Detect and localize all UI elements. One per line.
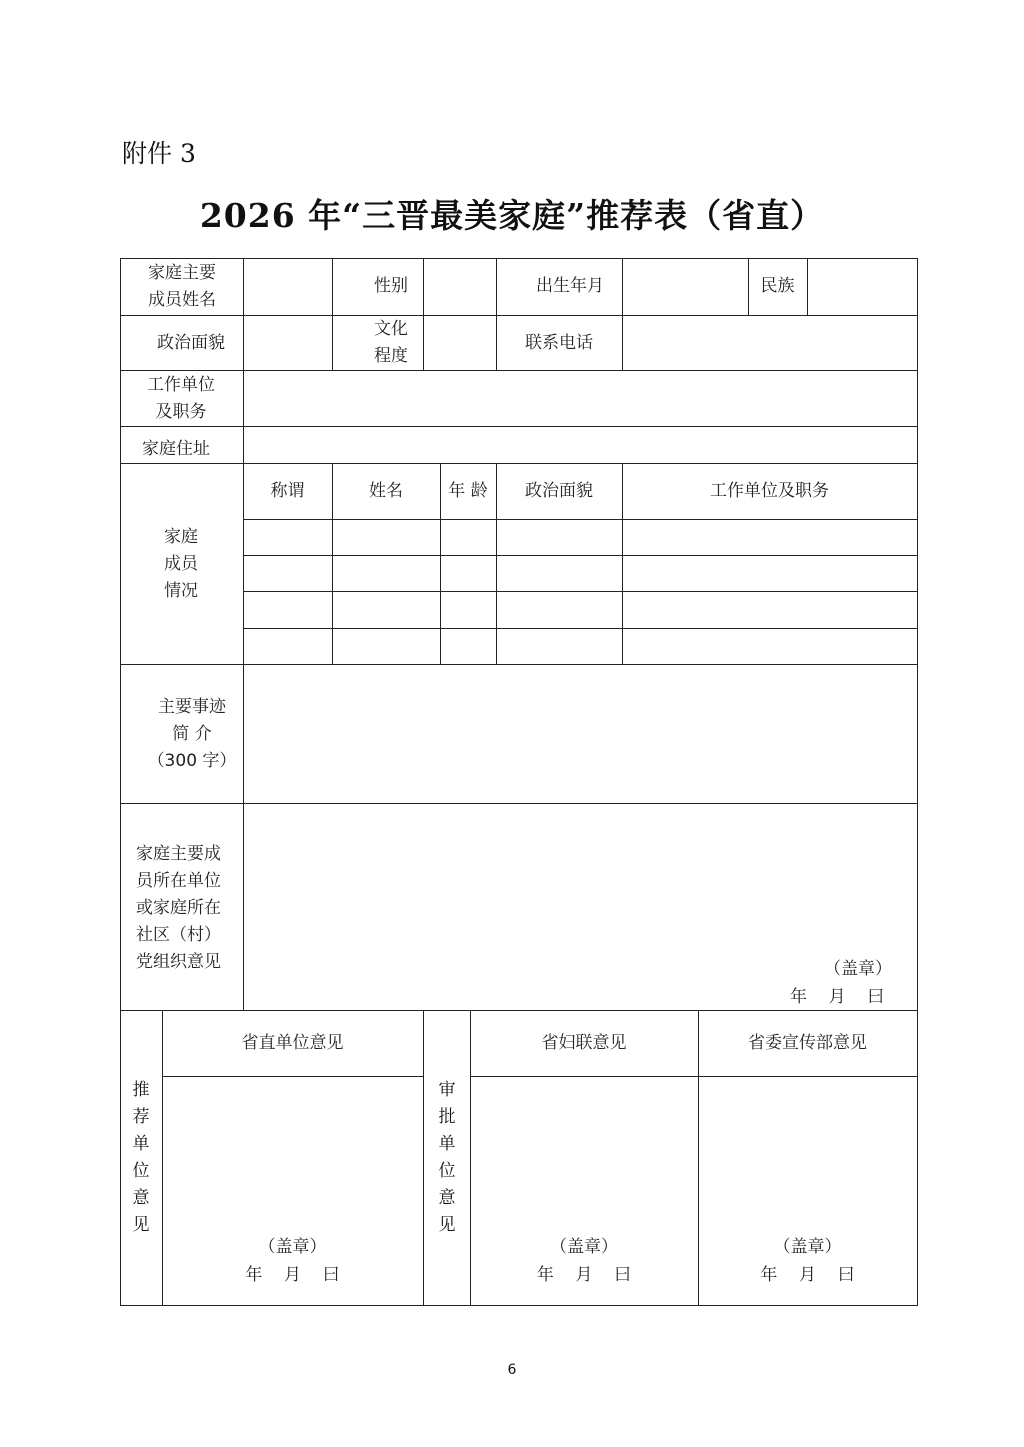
ethnicity-label: 民族 [760,276,795,296]
table-line [120,315,918,316]
table-line [120,426,918,427]
page-number: 6 [507,1362,517,1378]
propaganda-dept-opinion-header: 省委宣传部意见 [748,1033,867,1053]
table-line [807,258,808,315]
approval-unit-opinion-label: 审 批 单 位 意 见 [438,1080,456,1235]
header-relation: 称谓 [270,481,305,501]
table-line [120,370,918,371]
table-line [243,555,918,556]
table-line [243,628,918,629]
table-line [470,1076,918,1077]
table-line [120,1305,918,1306]
education-level-label: 文化 程度 [374,319,408,366]
header-political-status: 政治面貌 [525,481,593,501]
phone-label: 联系电话 [525,333,593,353]
table-line [243,258,244,1010]
provincial-unit-opinion-header: 省直单位意见 [241,1033,344,1053]
political-status-label: 政治面貌 [157,333,225,353]
family-main-member-name-label: 家庭主要 成员姓名 [148,263,216,310]
provincial-unit-date: 年 月 曰 [245,1265,340,1285]
table-line [917,258,918,1306]
recommend-unit-opinion-label: 推 荐 单 位 意 见 [132,1080,150,1235]
table-line [332,258,333,371]
table-line [243,591,918,592]
table-line [120,258,918,259]
header-name: 姓名 [369,481,403,501]
header-age: 年 龄 [448,481,488,501]
header-work-unit-position: 工作单位及职务 [710,481,829,501]
womens-federation-opinion-header: 省妇联意见 [541,1033,627,1053]
womens-federation-seal: （盖章） [550,1237,618,1257]
page-title: 2026 年“三晋最美家庭”推荐表（省直） [199,196,825,235]
home-address-label: 家庭住址 [142,439,210,459]
gender-label: 性别 [374,276,408,296]
table-line [120,463,918,464]
table-line [120,664,918,665]
main-deeds-label: 主要事迹 简 介 （300 字） [147,697,237,771]
table-line [120,803,918,804]
table-line [243,519,918,520]
propaganda-dept-date: 年 月 曰 [760,1265,855,1285]
family-members-label: 家庭 成员 情况 [164,527,198,601]
provincial-unit-seal: （盖章） [258,1237,327,1257]
table-line [120,258,121,1306]
party-seal: （盖章） [824,959,892,979]
propaganda-dept-seal: （盖章） [773,1237,842,1257]
table-line [423,1010,424,1306]
work-unit-position-label: 工作单位 及职务 [147,375,215,422]
attachment-label: 附件 3 [122,139,196,168]
table-line [162,1076,423,1077]
party-date: 年 月 曰 [790,987,885,1007]
womens-federation-date: 年 月 曰 [536,1265,632,1285]
birth-date-label: 出生年月 [536,276,604,296]
party-organization-opinion-label: 家庭主要成 员所在单位 或家庭所在 社区（村） 党组织意见 [136,844,221,972]
